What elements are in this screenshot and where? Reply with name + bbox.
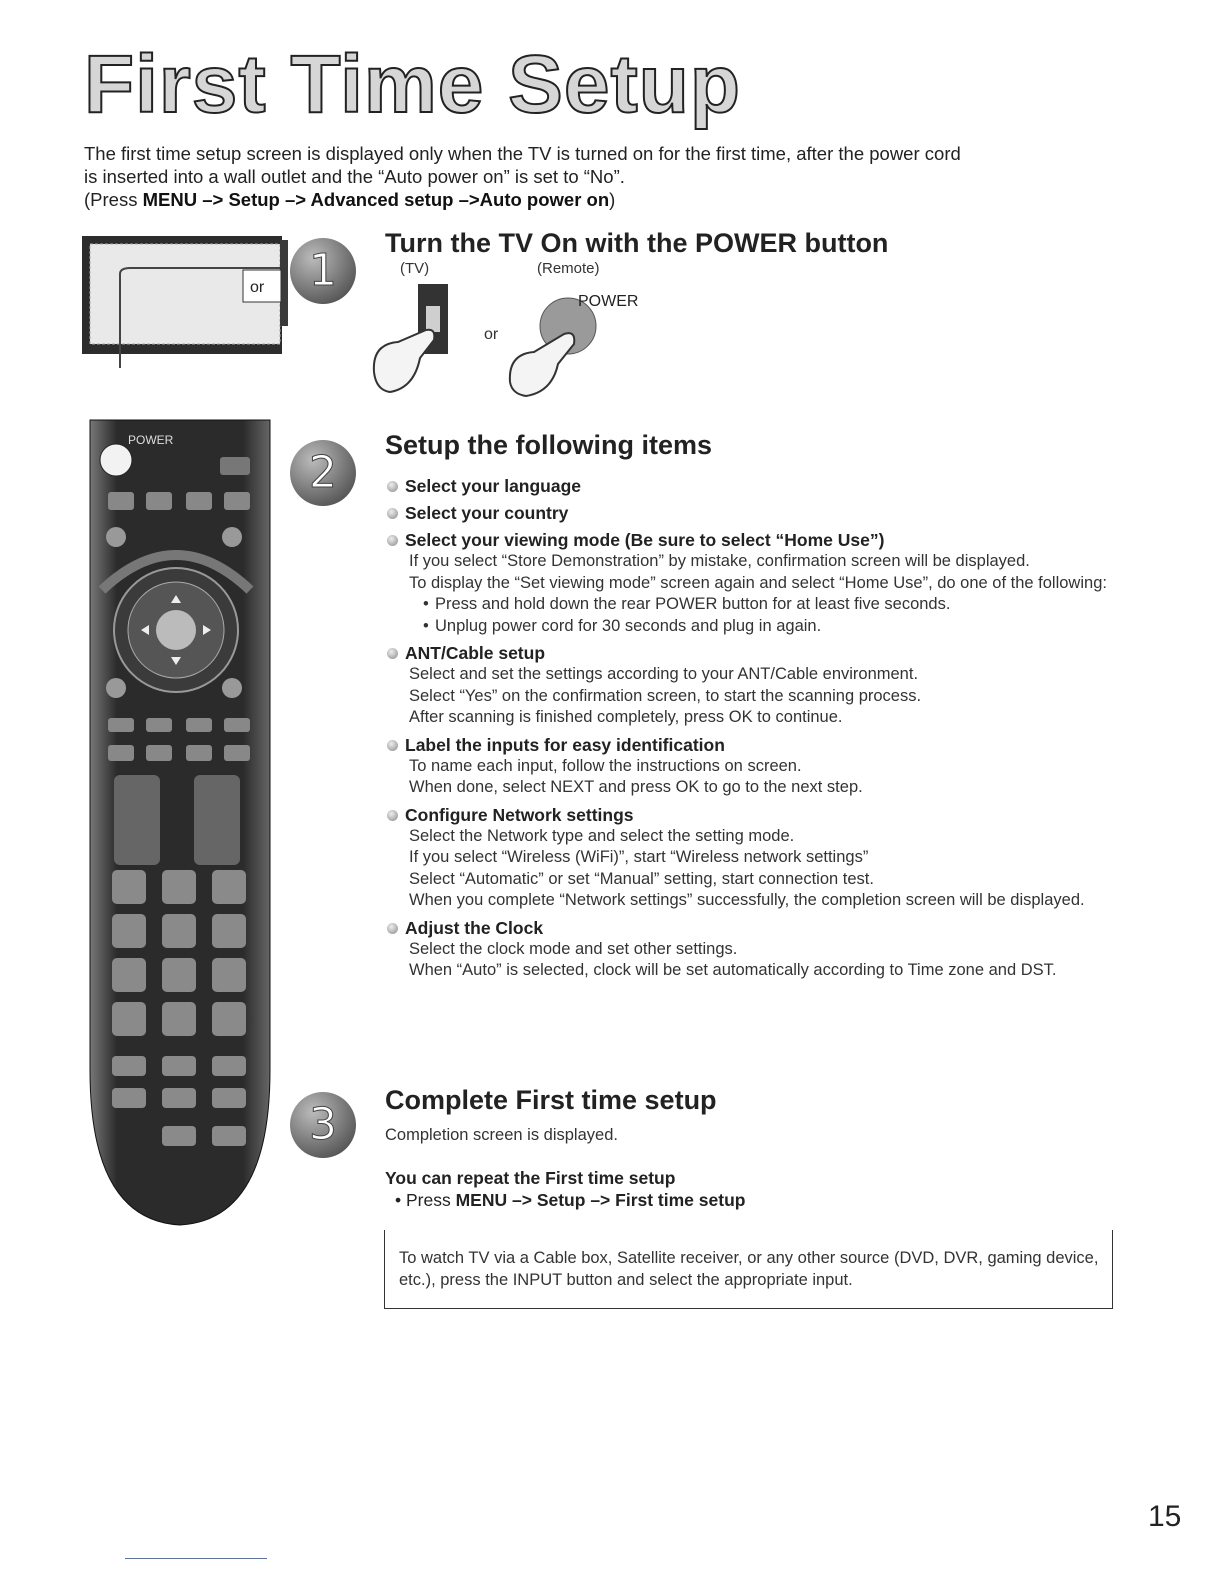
adjust-clock-text: Select the clock mode and set other settings. When “Auto” is selected, clock will be set automatically according to Time zone and DST. xyxy=(409,939,1057,979)
item-select-country: Select your country xyxy=(385,503,1125,524)
menu-keyword: MENU xyxy=(142,189,198,210)
item-ant-cable-setup: ANT/Cable setup xyxy=(385,643,1125,664)
label-inputs-text: To name each input, follow the instructions on screen. When done, select NEXT and press OK to go to the next step. xyxy=(409,756,863,796)
power-button-highlight xyxy=(100,444,132,476)
bullet-item: • Press and hold down the rear POWER button for at least five seconds. xyxy=(409,594,1125,616)
intro-line-2: is inserted into a wall outlet and the “Auto power on” is set to “No”. xyxy=(84,166,625,187)
repeat-setup-title: You can repeat the First time setup xyxy=(385,1168,676,1188)
item-adjust-clock: Adjust the Clock xyxy=(385,918,1125,939)
menu-keyword: MENU xyxy=(455,1190,508,1210)
intro-line-3: (Press MENU –> Setup –> Advanced setup –>Auto power on) xyxy=(84,189,616,210)
step-1-title: Turn the TV On with the POWER button xyxy=(385,228,889,258)
footer-rule xyxy=(125,1558,267,1559)
item-viewing-mode: Select your viewing mode (Be sure to select “Home Use”) xyxy=(385,530,1125,551)
remote-power-label: POWER xyxy=(128,433,174,447)
bullet-item: • Unplug power cord for 30 seconds and plug in again. xyxy=(409,616,1125,638)
first-time-setup-keyword: First time setup xyxy=(615,1190,746,1210)
item-select-language: Select your language xyxy=(385,476,1125,497)
tv-power-button-icon xyxy=(374,284,448,392)
ant-cable-text: Select and set the settings according to your ANT/Cable environment. Select “Yes” on the confirmation screen, to start the scanning process. After scanning is finished completely, press OK to continue. xyxy=(409,665,922,726)
note-box: To watch TV via a Cable box, Satellite receiver, or any other source (DVD, DVR, gaming device, etc.), press the INPUT button and select the appropriate input. xyxy=(384,1230,1113,1309)
setup-keyword: Setup xyxy=(536,1190,586,1210)
page-title: First Time Setup xyxy=(84,39,741,130)
viewing-mode-text: If you select “Store Demonstration” by mistake, confirmation screen will be displayed. To display the “Set viewing mode” screen again and select “Home Use”, do one of the following: • Press and hold down the rear POWER button for at least five seconds. • Unplug power cord for 30 seconds and plug in again. xyxy=(385,551,1125,637)
repeat-setup-instruction: • Press MENU –> Setup –> First time setup xyxy=(395,1190,746,1210)
step-2-title: Setup the following items xyxy=(385,430,713,460)
network-settings-text: Select the Network type and select the setting mode. If you select “Wireless (WiFi)”, start “Wireless network settings” Select “Automatic” or set “Manual” setting, start connection test. When you complete “Network settings” successfully, the completion screen will be displayed. xyxy=(409,826,1085,909)
remote-label: (Remote) xyxy=(537,260,600,277)
or-text: or xyxy=(484,326,499,343)
item-network-settings: Configure Network settings xyxy=(385,805,1125,826)
step-3-title: Complete First time setup xyxy=(385,1085,717,1115)
step-3-number-icon: 3 xyxy=(290,1092,356,1158)
intro-line-1: The first time setup screen is displayed only when the TV is turned on for the first time, after the power cord xyxy=(84,143,961,164)
power-text: POWER xyxy=(578,293,639,310)
step-1-number-icon: 1 xyxy=(290,238,356,304)
auto-power-on-keyword: Auto power on xyxy=(479,189,610,210)
intro-paragraph xyxy=(84,142,1144,211)
remote-control-illustration xyxy=(90,420,270,1225)
tv-label: (TV) xyxy=(400,260,430,277)
advanced-setup-keyword: Advanced setup xyxy=(310,189,454,210)
power-button-illustration xyxy=(368,282,668,400)
item-label-inputs: Label the inputs for easy identification xyxy=(385,735,1125,756)
step-2-number-icon: 2 xyxy=(290,440,356,506)
page-number: 15 xyxy=(1148,1500,1182,1533)
step-3-body: Completion screen is displayed. xyxy=(385,1126,618,1144)
remote-power-button-icon xyxy=(510,298,596,396)
tv-remote-illustration xyxy=(80,230,380,1240)
tv-corner-illustration xyxy=(82,236,288,368)
setup-items-list xyxy=(385,470,1125,982)
or-label: or xyxy=(250,279,265,296)
setup-keyword: Setup xyxy=(228,189,280,210)
